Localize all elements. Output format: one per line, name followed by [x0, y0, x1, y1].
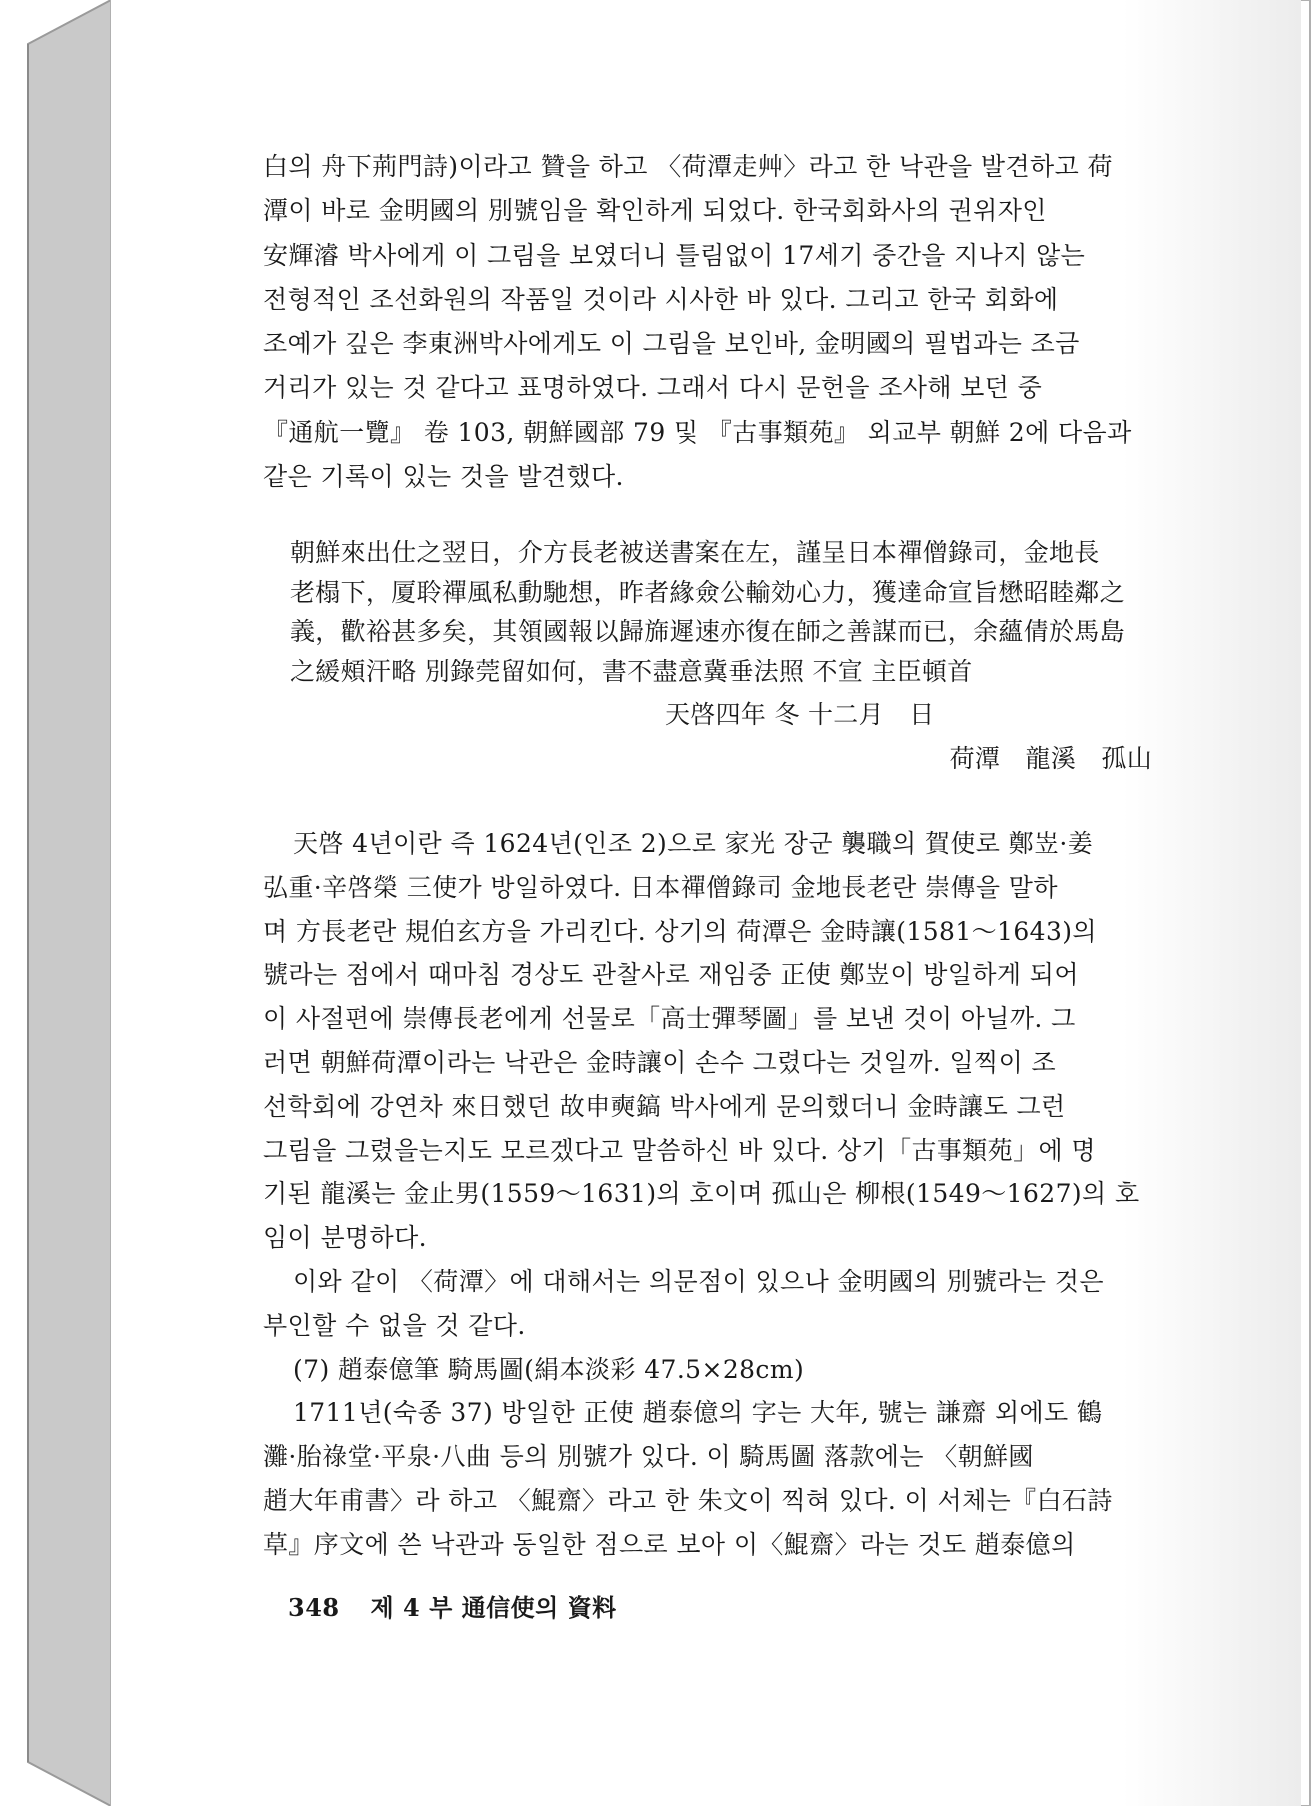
quote-line: 義，歡裕甚多矣，其領國報以歸旆遲速亦復在師之善謀而已，余蘊倩於馬島	[290, 617, 1125, 646]
text-line: 조예가 깊은 李東洲박사에게도 이 그림을 보인바, 金明國의 필법과는 조금	[263, 329, 1080, 359]
quote-line: 之緩頰汗略 別錄莞留如何，書不盡意冀垂法照 不宣 主臣頓首	[290, 656, 973, 686]
text-line: 白의 舟下荊門詩)이라고 贊을 하고 〈荷潭走艸〉라고 한 낙관을 발견하고 荷	[263, 152, 1113, 181]
running-footer-title: 제 4 부 通信使의 資料	[370, 1593, 617, 1622]
text-line: 1711년(숙종 37) 방일한 正使 趙泰億의 字는 大年, 號는 謙齋 외에도 鶴	[293, 1398, 1103, 1428]
text-line: 灘·胎祿堂·平泉·八曲 등의 別號가 있다. 이 騎馬圖 落款에는 〈朝鮮國	[263, 1442, 1034, 1472]
quote-signature: 荷潭 龍溪 孤山	[949, 743, 1152, 773]
text-line: 天啓 4년이란 즉 1624년(인조 2)으로 家光 장군 襲職의 賀使로 鄭岦·姜	[293, 829, 1094, 858]
text-line: 그림을 그렸을는지도 모르겠다고 말씀하신 바 있다. 상기「古事類苑」에 명	[263, 1135, 1096, 1165]
classical-chinese-quotation	[290, 533, 1180, 778]
page-footer	[288, 1588, 617, 1623]
text-line: 선학회에 강연차 來日했던 故申奭鎬 박사에게 문의했더니 金時讓도 그런	[263, 1091, 1066, 1121]
text-line: 전형적인 조선화원의 작품일 것이라 시사한 바 있다. 그리고 한국 회화에	[263, 284, 1059, 314]
text-line: 러면 朝鮮荷潭이라는 낙관은 金時讓이 손수 그렸다는 것일까. 일찍이 조	[263, 1047, 1057, 1077]
paragraph-2	[263, 822, 1183, 1567]
text-line: 이 사절편에 崇傳長老에게 선물로「高士彈琴圖」를 보낸 것이 아닐까. 그	[263, 1004, 1076, 1034]
text-line: 며 方長老란 規伯玄方을 가리킨다. 상기의 荷潭은 金時讓(1581～1643)의	[263, 916, 1097, 946]
text-line: 기된 龍溪는 金止男(1559～1631)의 호이며 孤山은 柳根(1549～1627)의 호	[263, 1179, 1140, 1209]
text-line: 弘重·辛啓榮 三使가 방일하였다. 日本禪僧錄司 金地長老란 崇傳을 말하	[263, 872, 1058, 902]
text-line: 부인할 수 없을 것 같다.	[263, 1310, 526, 1340]
text-line: 趙大年甫書〉라 하고 〈鯤齋〉라고 한 朱文이 찍혀 있다. 이 서체는『白石詩	[263, 1485, 1113, 1515]
text-line: 『通航一覽』 卷 103, 朝鮮國部 79 및 『古事類苑』 외교부 朝鮮 2에 다음과	[263, 417, 1132, 447]
text-line: 이와 같이 〈荷潭〉에 대해서는 의문점이 있으나 金明國의 別號라는 것은	[293, 1266, 1104, 1296]
page-number: 348	[288, 1593, 340, 1622]
text-line: 號라는 점에서 때마침 경상도 관찰사로 재임중 正使 鄭岦이 방일하게 되어	[263, 960, 1079, 990]
text-line: 거리가 있는 것 같다고 표명하였다. 그래서 다시 문헌을 조사해 보던 중	[263, 373, 1043, 403]
quote-date: 天啓四年 冬 十二月 日	[665, 700, 935, 729]
section-heading: (7) 趙泰億筆 騎馬圖(絹本淡彩 47.5×28cm)	[293, 1354, 805, 1384]
text-line: 草』序文에 쓴 낙관과 동일한 점으로 보아 이〈鯤齋〉라는 것도 趙泰億의	[263, 1529, 1076, 1559]
paragraph-1	[263, 145, 1183, 499]
text-line: 임이 분명하다.	[263, 1223, 427, 1253]
quote-line: 朝鮮來出仕之翌日，介方長老被送書案在左，謹呈日本禪僧錄司，金地長	[290, 538, 1100, 567]
text-line: 같은 기록이 있는 것을 발견했다.	[263, 462, 624, 492]
text-line: 安輝濬 박사에게 이 그림을 보였더니 틀림없이 17세기 중간을 지나지 않는	[263, 240, 1086, 270]
text-line: 潭이 바로 金明國의 別號임을 확인하게 되었다. 한국회화사의 권위자인	[263, 196, 1047, 226]
quote-line: 老榻下，厦聆禪風私動馳想，昨者緣僉公輸効心力，獲達命宣旨懋昭睦鄰之	[290, 577, 1125, 607]
